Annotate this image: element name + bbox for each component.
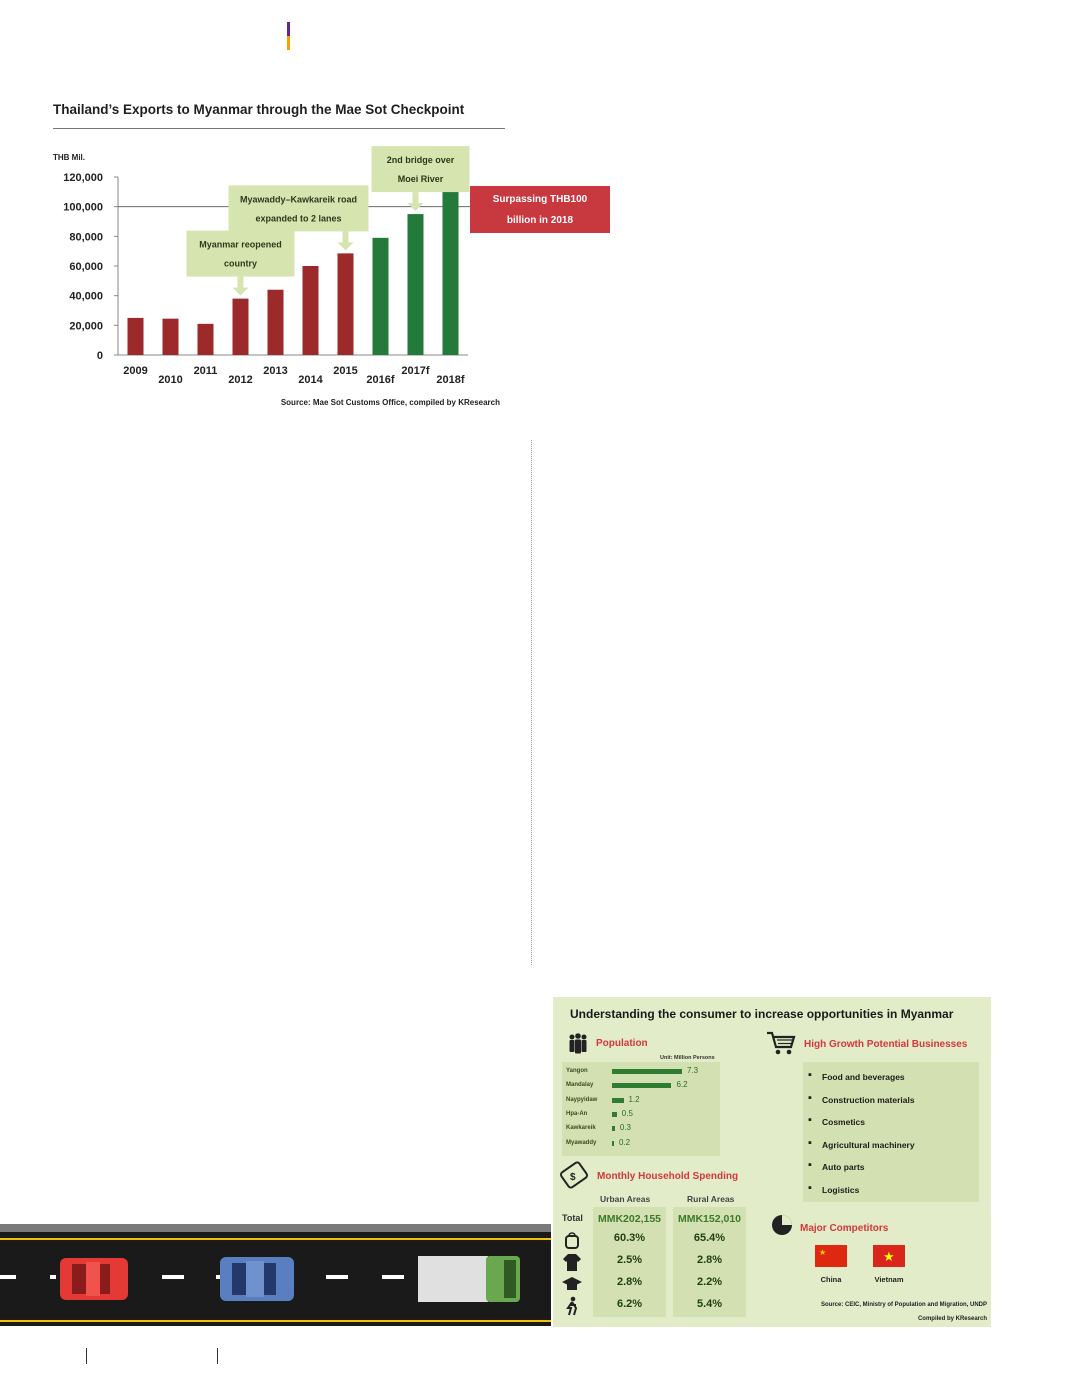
business-item: ▪ Logistics xyxy=(822,1185,859,1195)
rural-share: 5.4% xyxy=(696,1298,723,1310)
population-value: 0.2 xyxy=(619,1137,631,1147)
x-tick-label: 2018f xyxy=(436,374,465,386)
bar-2009 xyxy=(128,318,144,355)
vietnam-label: Vietnam xyxy=(874,1275,904,1284)
business-item: ▪ Cosmetics xyxy=(822,1117,865,1127)
china-flag-icon xyxy=(815,1245,847,1272)
business-item: ▪ Agricultural machinery xyxy=(822,1140,915,1150)
bar-2016f xyxy=(373,238,389,355)
businesses-title: High Growth Potential Businesses xyxy=(804,1039,968,1050)
population-city-label: Hpa-An xyxy=(566,1110,588,1117)
rural-total: MMK152,010 xyxy=(677,1213,742,1225)
money-icon xyxy=(557,1160,591,1197)
column-divider xyxy=(531,440,532,965)
rural-share: 2.8% xyxy=(696,1254,723,1266)
annotation-text: 2nd bridge over xyxy=(386,155,455,166)
road-graphic xyxy=(0,1224,551,1326)
chart-title-rule xyxy=(53,128,505,129)
business-item: ▪ Construction materials xyxy=(822,1095,915,1105)
annotation-text: Myawaddy–Kawkareik road xyxy=(239,194,358,205)
china-label: China xyxy=(820,1275,842,1284)
population-title: Population xyxy=(596,1038,648,1049)
annotation-text: Myanmar reopened xyxy=(199,239,282,250)
rural-share: 2.2% xyxy=(696,1276,723,1288)
road-illustration xyxy=(0,1224,551,1326)
competitors-title: Major Competitors xyxy=(800,1223,889,1234)
annotation-arrow-stem xyxy=(413,192,419,204)
rural-header: Rural Areas xyxy=(687,1194,735,1204)
x-tick-label: 2017f xyxy=(401,365,430,377)
x-tick-label: 2016f xyxy=(366,374,395,386)
callout-text: Surpassing THB100 xyxy=(492,194,588,205)
infographic-compiled: Compiled by KResearch xyxy=(917,1316,987,1322)
x-tick-label: 2013 xyxy=(263,365,288,377)
pie-chart-icon xyxy=(770,1213,794,1242)
businesses-panel xyxy=(803,1062,979,1202)
blue-car-icon xyxy=(220,1257,294,1301)
population-bar xyxy=(612,1141,614,1146)
annotation-arrow-stem xyxy=(238,277,244,289)
population-icon xyxy=(567,1033,589,1060)
y-tick-label: 100,000 xyxy=(63,201,103,214)
footer-tick-right xyxy=(217,1348,218,1364)
population-city-label: Naypyidaw xyxy=(566,1096,598,1103)
annotation-text: expanded to 2 lanes xyxy=(255,213,342,224)
bar-2018f xyxy=(443,187,459,355)
population-city-label: Yangon xyxy=(566,1068,588,1074)
y-tick-label: 20,000 xyxy=(69,320,103,333)
y-axis-label: THB Mil. xyxy=(53,153,85,162)
bar-2017f xyxy=(408,214,424,355)
x-tick-label: 2014 xyxy=(298,374,323,386)
population-bar xyxy=(612,1098,624,1103)
y-tick-label: 60,000 xyxy=(69,261,103,273)
business-item: ▪ Auto parts xyxy=(822,1162,865,1172)
bar-2013 xyxy=(268,290,284,355)
population-bar xyxy=(612,1069,682,1074)
business-item: ▪ Food and beverages xyxy=(822,1072,905,1082)
x-tick-label: 2012 xyxy=(228,374,253,386)
chart-source: Source: Mae Sot Customs Office, compiled by KResearch xyxy=(280,398,500,407)
rural-share: 65.4% xyxy=(693,1232,726,1244)
bar-2011 xyxy=(198,324,214,355)
urban-share: 2.5% xyxy=(616,1254,643,1266)
export-bar-chart xyxy=(0,130,620,415)
x-tick-label: 2015 xyxy=(333,365,358,377)
footer-tick-left xyxy=(86,1348,87,1364)
population-city-label: Kawkareik xyxy=(566,1125,596,1132)
annotation-arrow-stem xyxy=(343,231,349,243)
callout-text: billion in 2018 xyxy=(506,215,574,226)
annotation-box xyxy=(187,231,295,277)
vietnam-flag-icon xyxy=(873,1245,905,1272)
urban-total: MMK202,155 xyxy=(597,1213,662,1225)
annotation-box xyxy=(229,185,369,231)
population-value: 0.5 xyxy=(621,1108,633,1118)
infographic-source: Source: CEIC, Ministry of Population and Migration, UNDP xyxy=(820,1302,987,1308)
population-unit: Unit: Million Persons xyxy=(660,1055,715,1061)
population-bar xyxy=(612,1126,615,1131)
population-city-label: Myawaddy xyxy=(566,1139,597,1146)
total-label: Total xyxy=(562,1213,583,1223)
population-value: 7.3 xyxy=(687,1066,699,1075)
infographic-title: Understanding the consumer to increase opportunities in Myanmar xyxy=(570,1007,954,1021)
annotation-arrow-head xyxy=(408,203,424,211)
urban-share: 2.8% xyxy=(616,1276,643,1288)
urban-share: 6.2% xyxy=(616,1298,643,1310)
bar-2010 xyxy=(163,319,179,355)
spending-title: Monthly Household Spending xyxy=(597,1171,739,1182)
bar-2012 xyxy=(233,299,249,355)
y-tick-label: 0 xyxy=(96,350,103,362)
y-tick-label: 80,000 xyxy=(69,231,103,244)
urban-header: Urban Areas xyxy=(600,1194,651,1204)
travel-icon xyxy=(562,1296,582,1321)
x-tick-label: 2009 xyxy=(123,365,148,377)
svg-text:★: ★ xyxy=(883,1250,895,1265)
header-accent-bar xyxy=(287,22,290,50)
x-tick-label: 2011 xyxy=(193,365,218,377)
population-value: 6.2 xyxy=(676,1080,688,1090)
x-tick-label: 2010 xyxy=(158,374,183,386)
svg-text:$: $ xyxy=(570,1172,576,1183)
chart-title: Thailand’s Exports to Myanmar through the Mae Sot Checkpoint xyxy=(53,102,465,117)
population-value: 1.2 xyxy=(628,1094,640,1104)
bar-2015 xyxy=(338,253,354,355)
population-bar xyxy=(612,1083,671,1088)
annotation-box xyxy=(372,146,470,192)
annotation-text: country xyxy=(223,258,258,269)
y-tick-label: 40,000 xyxy=(69,290,103,303)
annotation-arrow-head xyxy=(233,288,249,296)
population-bar xyxy=(612,1112,617,1117)
red-car-icon xyxy=(60,1258,128,1300)
shopping-cart-icon xyxy=(766,1030,796,1061)
annotation-text: Moei River xyxy=(397,174,444,185)
annotation-arrow-head xyxy=(338,242,354,250)
svg-text:★: ★ xyxy=(819,1248,827,1257)
population-city-label: Mandalay xyxy=(566,1082,594,1089)
population-value: 0.3 xyxy=(619,1123,631,1133)
urban-share: 60.3% xyxy=(613,1232,646,1244)
truck-icon xyxy=(418,1256,520,1302)
y-tick-label: 120,000 xyxy=(63,172,103,184)
bar-2014 xyxy=(303,266,319,355)
